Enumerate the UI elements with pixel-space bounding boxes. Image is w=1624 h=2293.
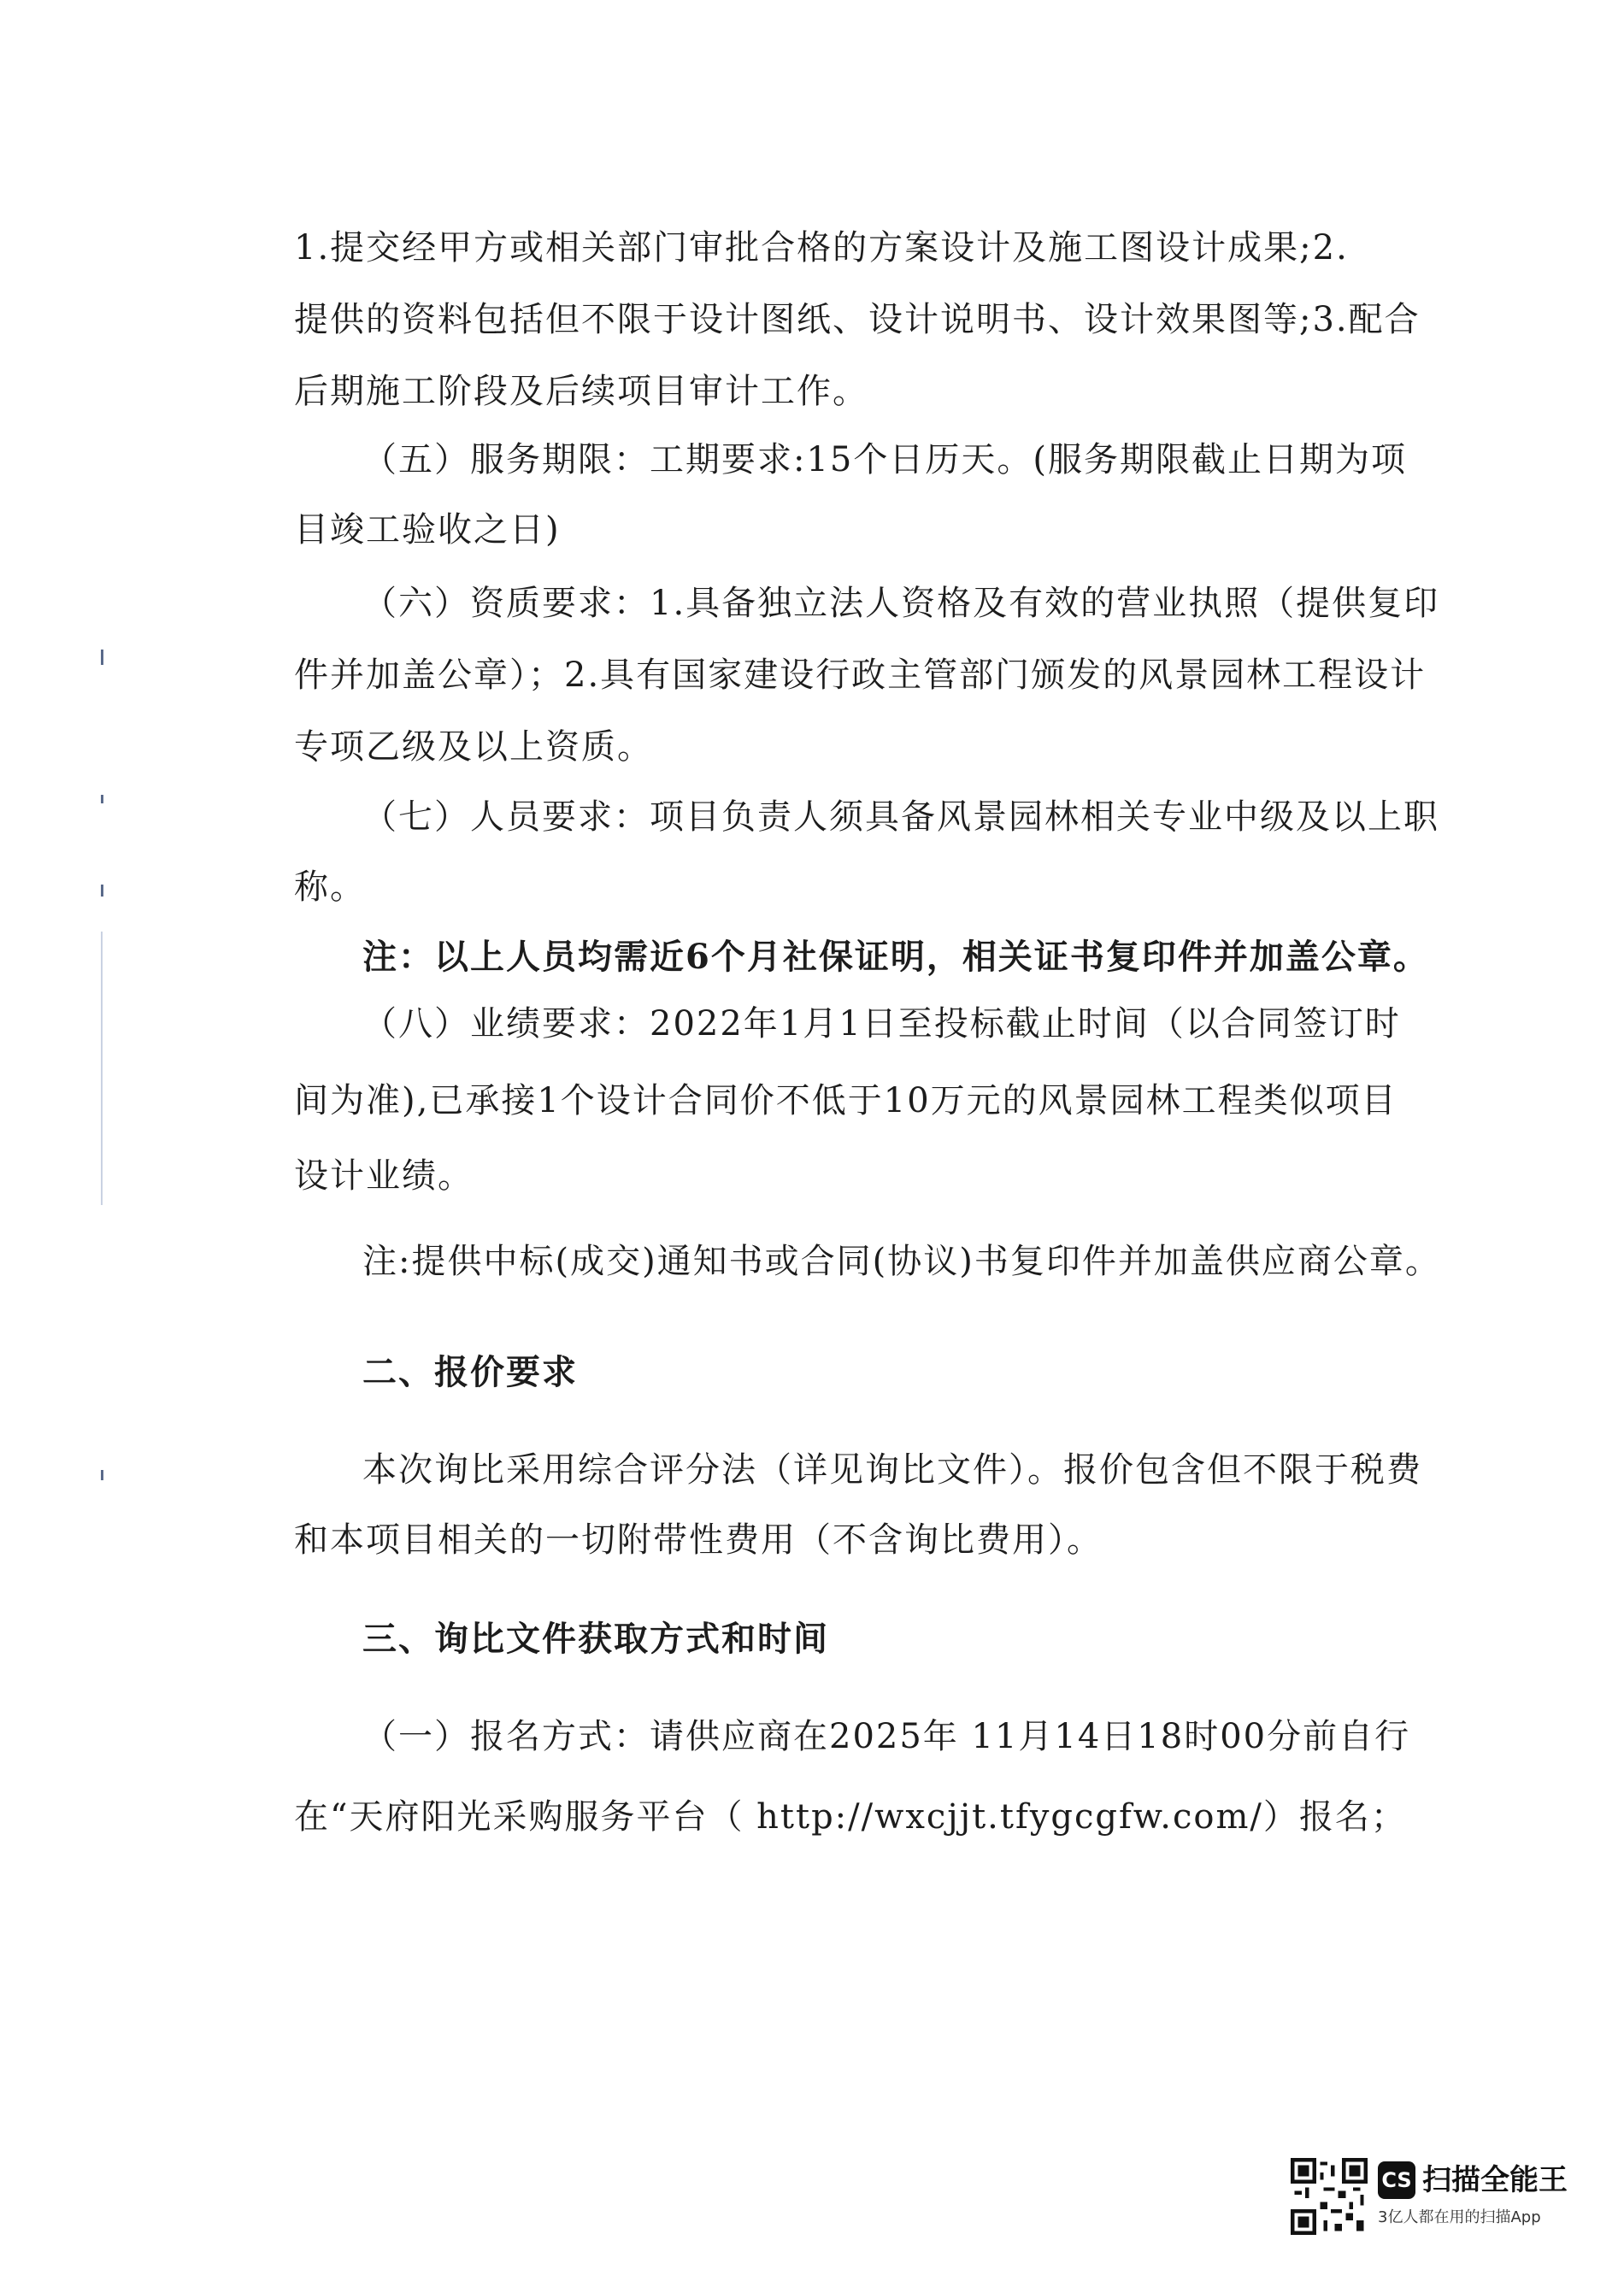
body-line: 本次询比采用综合评分法（详见询比文件）。报价包含但不限于税费	[362, 1450, 1422, 1490]
app-name: 扫描全能王	[1422, 2163, 1568, 2197]
body-line: 后期施工阶段及后续项目审计工作。	[294, 372, 868, 411]
app-tagline: 3亿人都在用的扫描App	[1378, 2208, 1541, 2226]
body-line: （五）服务期限：工期要求:15个日历天。(服务期限截止日期为项	[362, 440, 1407, 479]
note-line: 注：以上人员均需近6个月社保证明，相关证书复印件并加盖公章。	[362, 937, 1429, 977]
body-line: 和本项目相关的一切附带性费用（不含询比费用）。	[294, 1520, 1103, 1560]
scan-mark	[101, 885, 103, 897]
body-line: （一）报名方式：请供应商在2025年 11月14日18时00分前自行	[362, 1717, 1411, 1756]
body-line: 目竣工验收之日)	[294, 510, 561, 550]
scan-mark	[101, 650, 103, 665]
body-line: 设计业绩。	[294, 1156, 474, 1196]
body-line: （八）业绩要求：2022年1月1日至投标截止时间（以合同签订时	[362, 1004, 1401, 1044]
section-heading: 二、报价要求	[362, 1353, 578, 1392]
body-line: 在“天府阳光采购服务平台（ http://wxcjjt.tfygcgfw.com/）报名；	[294, 1797, 1407, 1837]
note-line: 注:提供中标(成交)通知书或合同(协议)书复印件并加盖供应商公章。	[362, 1242, 1441, 1281]
body-line: 称。	[294, 867, 366, 907]
body-line: （七）人员要求：项目负责人须具备风景园林相关专业中级及以上职	[362, 797, 1439, 837]
section-heading: 三、询比文件获取方式和时间	[362, 1620, 829, 1659]
scan-mark	[101, 932, 103, 1205]
body-line: 1.提交经甲方或相关部门审批合格的方案设计及施工图设计成果;2.	[294, 228, 1349, 268]
scan-mark	[101, 1470, 103, 1480]
camscanner-logo: CS	[1378, 2161, 1415, 2199]
scanner-watermark	[1291, 2158, 1573, 2235]
qr-code-icon	[1291, 2158, 1368, 2235]
body-line: 专项乙级及以上资质。	[294, 727, 653, 767]
scan-mark	[101, 795, 103, 803]
body-line: 间为准),已承接1个设计合同价不低于10万元的风景园林工程类似项目	[294, 1081, 1397, 1120]
body-line: 件并加盖公章）；2.具有国家建设行政主管部门颁发的风景园林工程设计	[294, 656, 1427, 695]
body-line: （六）资质要求：1.具备独立法人资格及有效的营业执照（提供复印	[362, 584, 1440, 623]
body-line: 提供的资料包括但不限于设计图纸、设计说明书、设计效果图等;3.配合	[294, 300, 1421, 339]
